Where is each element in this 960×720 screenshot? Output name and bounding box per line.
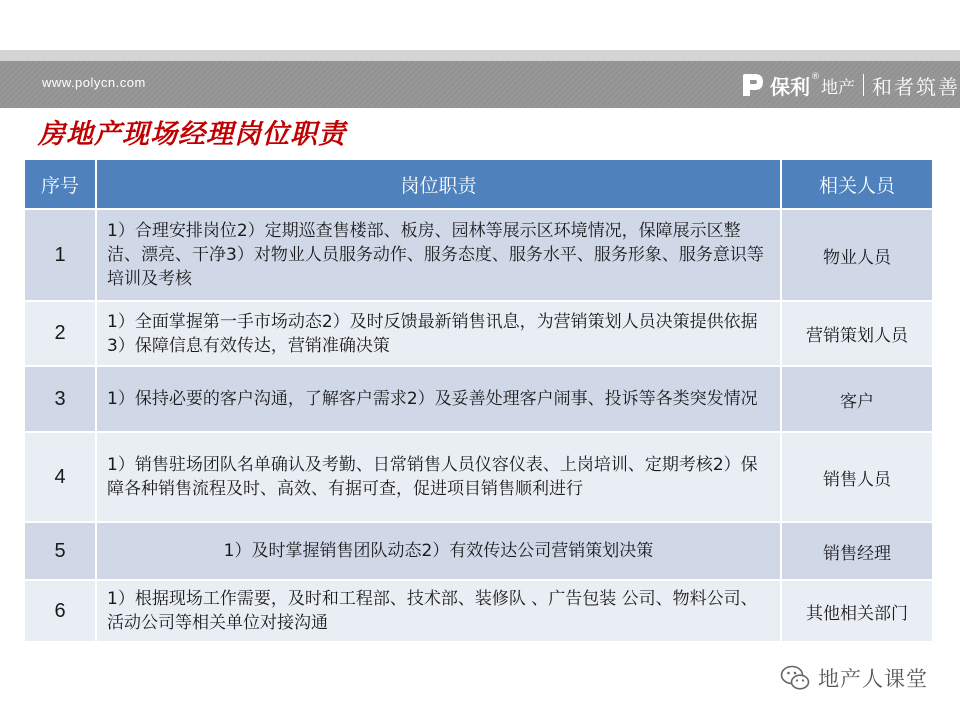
table-header-row [24, 159, 933, 209]
row-duty: 1）及时掌握销售团队动态2）有效传达公司营销策划决策 [96, 522, 781, 580]
row-staff: 销售经理 [781, 522, 933, 580]
row-staff: 客户 [781, 366, 933, 432]
header-staff: 相关人员 [781, 159, 933, 209]
header-duty: 岗位职责 [96, 159, 781, 209]
registered-mark: ® [811, 72, 820, 82]
table-row [24, 580, 933, 642]
row-number: 3 [24, 366, 96, 432]
row-duty: 1）销售驻场团队名单确认及考勤、日常销售人员仪容仪表、上岗培训、定期考核2）保障各种销售流程及时、高效、有据可查，促进项目销售顺利进行 [96, 432, 781, 522]
row-staff: 营销策划人员 [781, 301, 933, 366]
brand-name: 保利 [770, 74, 810, 99]
row-number: 6 [24, 580, 96, 642]
table-row [24, 522, 933, 580]
table-row [24, 301, 933, 366]
table-row [24, 209, 933, 301]
row-duty: 1）合理安排岗位2）定期巡查售楼部、板房、园林等展示区环境情况，保障展示区整洁、漂亮、干净3）对物业人员服务动作、服务态度、服务水平、服务形象、服务意识等培训及考核 [96, 209, 781, 301]
row-number: 1 [24, 209, 96, 301]
site-url: www.polycn.com [42, 75, 146, 90]
row-number: 2 [24, 301, 96, 366]
duty-table [23, 158, 934, 643]
brand-separator [863, 74, 864, 96]
top-strip [0, 50, 960, 61]
row-number: 4 [24, 432, 96, 522]
row-staff: 销售人员 [781, 432, 933, 522]
row-staff: 其他相关部门 [781, 580, 933, 642]
brand-slogan: 和者筑善 [872, 74, 960, 99]
brand-logo [740, 69, 960, 101]
brand-sub: 地产 [821, 77, 855, 98]
row-duty: 1）根据现场工作需要，及时和工程部、技术部、装修队 、广告包装 公司、物料公司、活动公司等相关单位对接沟通 [96, 580, 781, 642]
row-duty: 1）全面掌握第一手市场动态2）及时反馈最新销售讯息，为营销策划人员决策提供依据3）保障信息有效传达，营销准确决策 [96, 301, 781, 366]
row-number: 5 [24, 522, 96, 580]
table-row [24, 432, 933, 522]
row-duty: 1）保持必要的客户沟通，了解客户需求2）及妥善处理客户闹事、投诉等各类突发情况 [96, 366, 781, 432]
header-band [0, 61, 960, 108]
row-staff: 物业人员 [781, 209, 933, 301]
header-number: 序号 [24, 159, 96, 209]
wechat-icon [780, 665, 810, 691]
watermark [780, 663, 928, 693]
watermark-text: 地产人课堂 [818, 667, 928, 691]
table-row [24, 366, 933, 432]
page-title: 房地产现场经理岗位职责 [38, 119, 346, 150]
poly-logo-icon [740, 72, 766, 98]
